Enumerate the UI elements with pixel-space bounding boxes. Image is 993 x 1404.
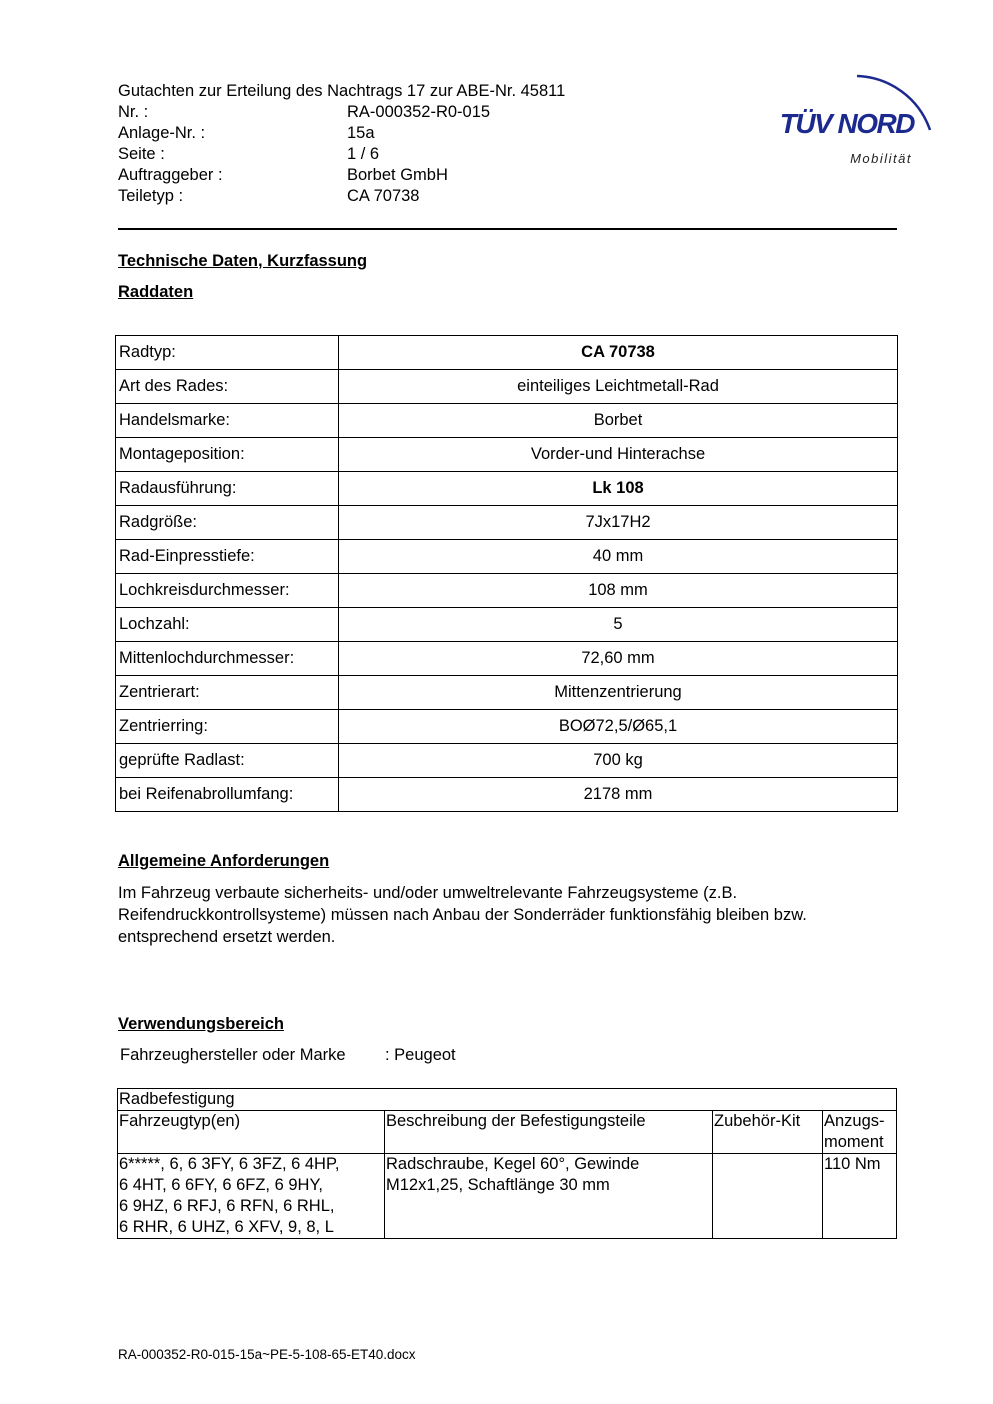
row-value: Vorder-und Hinterachse bbox=[339, 438, 898, 472]
tuv-nord-logo bbox=[762, 58, 942, 173]
vehicle-types-cell bbox=[118, 1154, 385, 1239]
table-row bbox=[116, 608, 898, 642]
table-header-row bbox=[118, 1111, 897, 1154]
header-cell bbox=[823, 1111, 897, 1154]
maker-value: : Peugeot bbox=[385, 1046, 456, 1064]
row-value: BOØ72,5/Ø65,1 bbox=[339, 710, 898, 744]
row-label: Rad-Einpresstiefe: bbox=[116, 540, 339, 574]
wheel-fixing-table bbox=[117, 1088, 897, 1239]
table-row bbox=[116, 744, 898, 778]
row-value: 700 kg bbox=[339, 744, 898, 778]
row-value: Borbet bbox=[339, 404, 898, 438]
torque-cell: 110 Nm bbox=[823, 1154, 897, 1239]
general-requirements-title: Allgemeine Anforderungen bbox=[118, 852, 330, 870]
table-row bbox=[116, 472, 898, 506]
row-label: Montageposition: bbox=[116, 438, 339, 472]
row-label: Radgröße: bbox=[116, 506, 339, 540]
wheel-data-table bbox=[115, 335, 898, 812]
table-row bbox=[116, 574, 898, 608]
kit-cell bbox=[713, 1154, 823, 1239]
row-label: bei Reifenabrollumfang: bbox=[116, 778, 339, 812]
row-value: einteiliges Leichtmetall-Rad bbox=[339, 370, 898, 404]
row-label: Lochkreisdurchmesser: bbox=[116, 574, 339, 608]
vehicle-maker-row bbox=[120, 1046, 456, 1065]
text-line: Reifendruckkontrollsysteme) müssen nach Anbau der Sonderräder funktionsfähig bleiben bzw. bbox=[118, 906, 807, 924]
header-cell: Zubehör-Kit bbox=[713, 1111, 823, 1154]
section-subtitle: Raddaten bbox=[118, 283, 194, 301]
table-row bbox=[116, 778, 898, 812]
table-row bbox=[118, 1154, 897, 1239]
row-value: 108 mm bbox=[339, 574, 898, 608]
row-value: 40 mm bbox=[339, 540, 898, 574]
row-label: Mittenlochdurchmesser: bbox=[116, 642, 339, 676]
row-label: Zentrierring: bbox=[116, 710, 339, 744]
header-divider bbox=[118, 228, 897, 230]
header-line: moment bbox=[824, 1133, 884, 1151]
text-line: Radschraube, Kegel 60°, Gewinde bbox=[386, 1155, 640, 1173]
section-title: Technische Daten, Kurzfassung bbox=[118, 252, 368, 270]
field-value: CA 70738 bbox=[347, 187, 420, 205]
text-line: M12x1,25, Schaftlänge 30 mm bbox=[386, 1176, 610, 1194]
document-title: Gutachten zur Erteilung des Nachtrags 17 zur ABE-Nr. 45811 bbox=[118, 82, 566, 100]
header-field-nr bbox=[118, 102, 678, 123]
text-line: entsprechend ersetzt werden. bbox=[118, 928, 336, 946]
footer-filename: RA-000352-R0-015-15a~PE-5-108-65-ET40.docx bbox=[118, 1347, 416, 1362]
field-label: Seite : bbox=[118, 145, 165, 163]
header-cell: Beschreibung der Befestigungsteile bbox=[385, 1111, 713, 1154]
header-field-seite bbox=[118, 144, 678, 165]
row-label: Zentrierart: bbox=[116, 676, 339, 710]
table-row bbox=[116, 438, 898, 472]
table-row bbox=[116, 404, 898, 438]
field-label: Teiletyp : bbox=[118, 187, 184, 205]
logo-brand: TÜV NORD bbox=[779, 108, 914, 139]
text-line: 6 9HZ, 6 RFJ, 6 RFN, 6 RHL, bbox=[119, 1197, 335, 1215]
row-value: Lk 108 bbox=[339, 472, 898, 506]
row-label: geprüfte Radlast: bbox=[116, 744, 339, 778]
usage-title: Verwendungsbereich bbox=[118, 1015, 284, 1033]
general-requirements-text bbox=[118, 882, 908, 948]
text-line: 6 RHR, 6 UHZ, 6 XFV, 9, 8, L bbox=[119, 1218, 334, 1236]
row-label: Art des Rades: bbox=[116, 370, 339, 404]
table-row bbox=[116, 506, 898, 540]
table-row bbox=[116, 336, 898, 370]
row-label: Radtyp: bbox=[116, 336, 339, 370]
row-label: Handelsmarke: bbox=[116, 404, 339, 438]
table-row bbox=[116, 642, 898, 676]
header-field-anlage bbox=[118, 123, 678, 144]
field-value: 15a bbox=[347, 124, 375, 142]
maker-label: Fahrzeughersteller oder Marke bbox=[120, 1046, 346, 1064]
field-value: RA-000352-R0-015 bbox=[347, 103, 491, 121]
field-value: Borbet GmbH bbox=[347, 166, 448, 184]
text-line: 6 4HT, 6 6FY, 6 6FZ, 6 9HY, bbox=[119, 1176, 323, 1194]
text-line: Im Fahrzeug verbaute sicherheits- und/oder umweltrelevante Fahrzeugsysteme (z.B. bbox=[118, 884, 738, 902]
table-row bbox=[116, 710, 898, 744]
row-value: CA 70738 bbox=[339, 336, 898, 370]
row-label: Radausführung: bbox=[116, 472, 339, 506]
table-row bbox=[116, 676, 898, 710]
field-label: Nr. : bbox=[118, 103, 149, 121]
row-value: 5 bbox=[339, 608, 898, 642]
row-value: 2178 mm bbox=[339, 778, 898, 812]
table-caption-row bbox=[118, 1089, 897, 1111]
row-label: Lochzahl: bbox=[116, 608, 339, 642]
text-line: 6*****, 6, 6 3FY, 6 3FZ, 6 4HP, bbox=[119, 1155, 340, 1173]
header-cell: Fahrzeugtyp(en) bbox=[118, 1111, 385, 1154]
logo-subtitle: Mobilität bbox=[850, 151, 912, 166]
header-field-teiletyp bbox=[118, 186, 678, 207]
table-row bbox=[116, 370, 898, 404]
row-value: 7Jx17H2 bbox=[339, 506, 898, 540]
field-label: Anlage-Nr. : bbox=[118, 124, 206, 142]
header-field-auftraggeber bbox=[118, 165, 678, 186]
field-value: 1 / 6 bbox=[347, 145, 380, 163]
document-header bbox=[118, 81, 678, 207]
table-caption: Radbefestigung bbox=[118, 1089, 897, 1111]
table-row bbox=[116, 540, 898, 574]
description-cell bbox=[385, 1154, 713, 1239]
row-value: Mittenzentrierung bbox=[339, 676, 898, 710]
row-value: 72,60 mm bbox=[339, 642, 898, 676]
field-label: Auftraggeber : bbox=[118, 166, 223, 184]
header-line: Anzugs- bbox=[824, 1112, 885, 1130]
